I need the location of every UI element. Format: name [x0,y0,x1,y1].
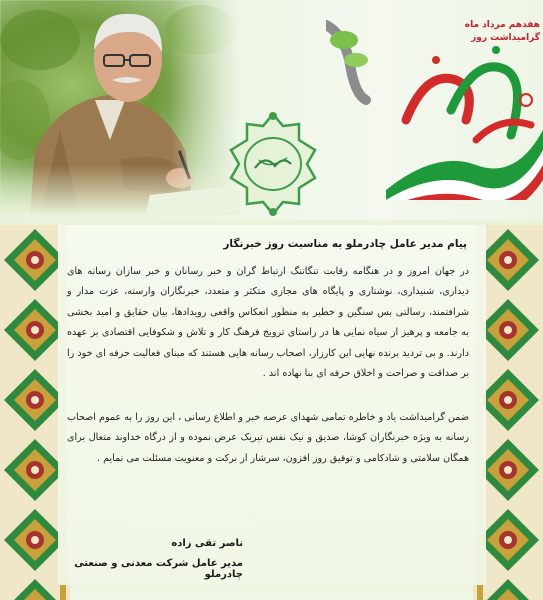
letter-paragraph-2: ضمن گرامیداشت یاد و خاطره تمامی شهدای عرصه خبر و اطلاع رسانی ، این روز را به عموم اصحاب رسانه به ویژه خبرنگاران کوشا، صدیق و نیک نفس تبریک عرض نموده و از درگاه خداوند متعال برای همگان سلامتی و شادکامی و توفیق روز افزون، سرشار از برکت و معنویت مسئلت می نمایم . [67,412,469,464]
signer-title: مدیر عامل شرکت معدنی و صنعتی چادرملو [74,558,243,580]
logo-date-line: هفدهم مرداد ماه [464,20,540,30]
signer-name: ناصر تقی زاده [171,538,243,549]
bismillah-medallion-icon [225,110,321,218]
letter-title: پیام مدیر عامل چادرملو به مناسبت روز خبرنگار [223,238,467,250]
header-banner [0,0,543,220]
journalist-day-logo [326,0,543,200]
ceo-portrait-photo [0,0,240,215]
logo-tagline: گرامیداشت روز [471,33,540,43]
letter-paragraph-1: در جهان امروز و در هنگامه رقابت تنگاتنگ ارتباط گران و خبر رسانان و خبر سازان رسانه های دیداری، شنیداری، نوشتاری و پایگاه های مجازی متکثر و متعدد، خبرنگاران وارسته، عزت مدار و شرافتمند، رسالتی بس سنگین و خطیر به منظور انعکاس واقعی رویدادها، بیان حقایق و امید بخشی به جامعه و پرهیز از سیاه نمایی ها در راستای ترویج فرهنگ کار و تلاش و شکوفایی اقتصادی بر عهده دارند. و بی تردید برنده نهایی این کارزار، اصحاب رسانه هایی هستند که مبنای فعالیت حرفه ای خود را بر صداقت و صراحت و اخلاق حرفه ای بنا نهاده اند . [67,266,469,380]
